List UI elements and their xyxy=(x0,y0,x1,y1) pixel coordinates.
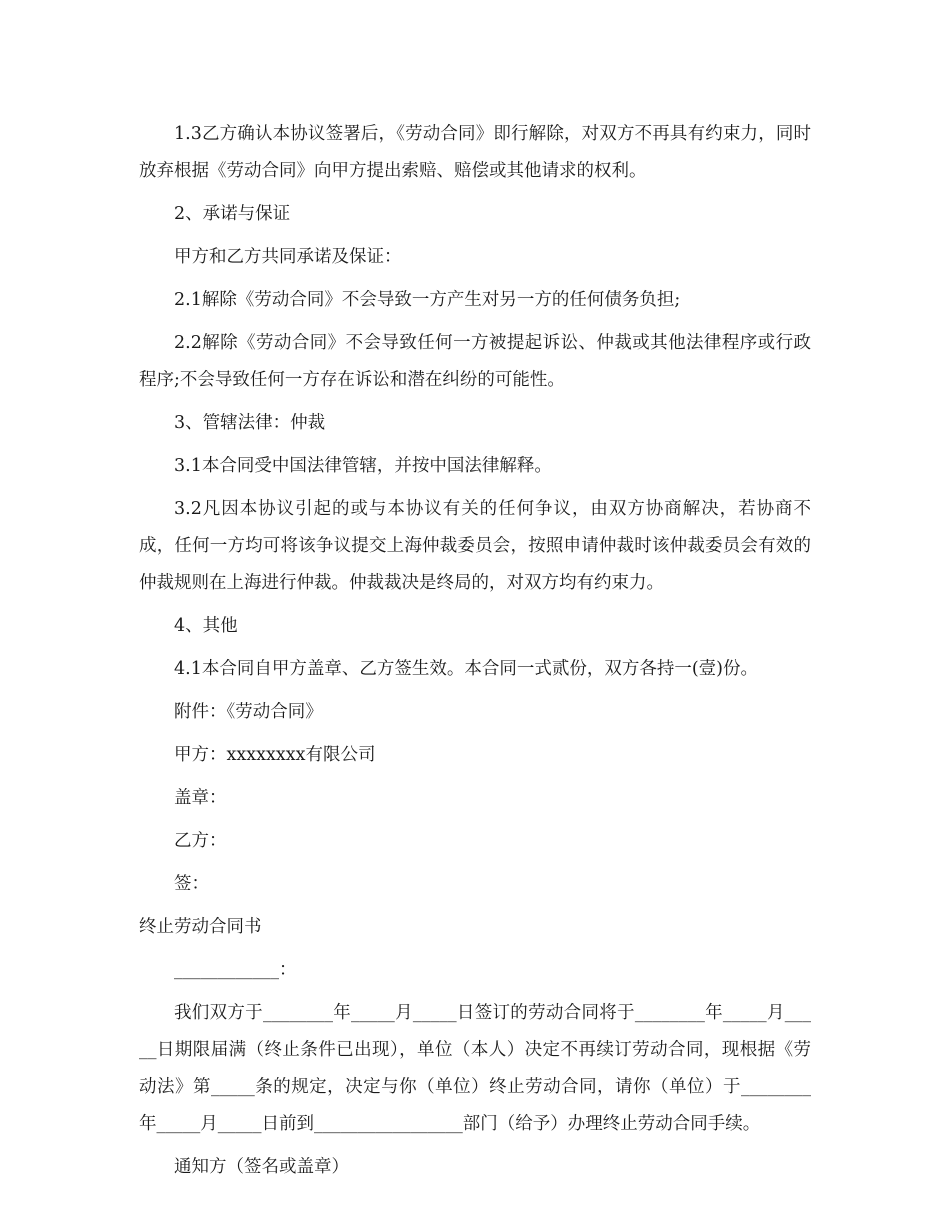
section-heading-3: 3、管辖法律：仲裁 xyxy=(174,413,326,433)
clause-3-1: 3.1本合同受中国法律管辖，并按中国法律解释。 xyxy=(174,456,552,476)
termination-title: 终止劳动合同书 xyxy=(139,917,262,937)
addressee-line: ____________： xyxy=(174,960,297,980)
attachment-line: 附件：《劳动合同》 xyxy=(174,702,323,722)
party-b-line: 乙方： xyxy=(174,831,227,851)
clause-1-3: 1.3乙方确认本协议签署后，《劳动合同》即行解除，对双方不再具有约束力，同时放弃根据《劳动合同》向甲方提出索赔、赔偿或其他请求的权利。 xyxy=(139,124,811,181)
section-heading-2: 2、承诺与保证 xyxy=(174,204,291,224)
clause-2-intro: 甲方和乙方共同承诺及保证： xyxy=(174,247,402,267)
termination-notice: 我们双方于________年_____月_____日签订的劳动合同将于________年_____月_____日期限届满（终止条件已出现），单位（本人）决定不再续订劳动合同，现根据《劳动法》第_____条的规定，决定与你（单位）终止劳动合同，请你（单位）于________年_____月_____日前到_________________部门（给予）办理终止劳动合同手续。 xyxy=(139,1003,811,1134)
notifier-line: 通知方（签名或盖章） xyxy=(174,1157,349,1177)
clause-2-1: 2.1解除《劳动合同》不会导致一方产生对另一方的任何债务负担; xyxy=(174,290,681,310)
clause-3-2: 3.2凡因本协议引起的或与本协议有关的任何争议，由双方协商解决，若协商不成，任何一方均可将该争议提交上海仲裁委员会，按照申请仲裁时该仲裁委员会有效的仲裁规则在上海进行仲裁。仲裁裁决是终局的，对双方均有约束力。 xyxy=(139,499,811,593)
section-heading-4: 4、其他 xyxy=(174,616,238,636)
clause-2-2: 2.2解除《劳动合同》不会导致任何一方被提起诉讼、仲裁或其他法律程序或行政程序;不会导致任何一方存在诉讼和潜在纠纷的可能性。 xyxy=(139,333,811,390)
signature-line: 签： xyxy=(174,874,209,894)
document-body xyxy=(139,116,811,1192)
seal-line: 盖章： xyxy=(174,788,227,808)
party-a-line: 甲方：xxxxxxxx有限公司 xyxy=(174,745,376,765)
clause-4-1: 4.1本合同自甲方盖章、乙方签生效。本合同一式贰份，双方各持一(壹)份。 xyxy=(174,659,758,679)
